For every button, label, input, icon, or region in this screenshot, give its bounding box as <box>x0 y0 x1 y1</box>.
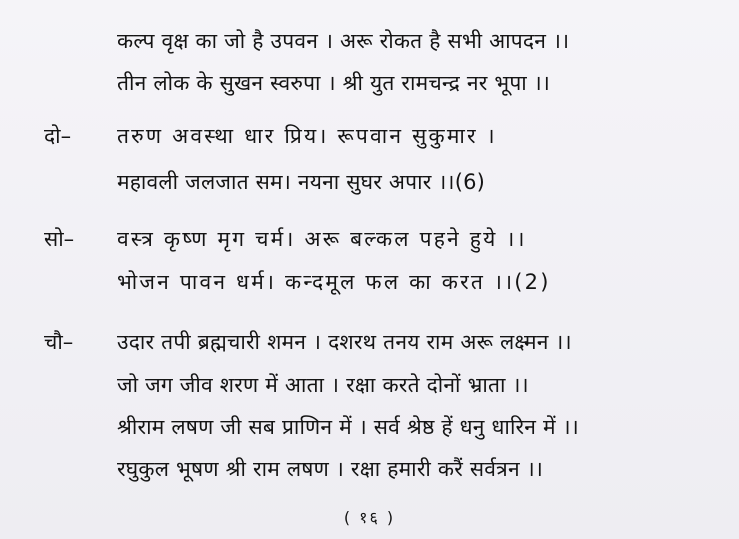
verse-line-2: तीन लोक के सुखन स्वरुपा । श्री युत रामचन्द्र नर भूपा ।। <box>117 71 551 95</box>
doha-marker: दो– <box>44 124 72 148</box>
page-number: ( १६ ) <box>343 508 396 527</box>
soratha-line-2: भोजन पावन धर्म। कन्दमूल फल का करत ।।(2) <box>117 270 551 294</box>
chaupai-line-1: उदार तपी ब्रह्मचारी शमन । दशरथ तनय राम अरू लक्ष्मन ।। <box>117 330 572 354</box>
chaupai-line-3: श्रीराम लषण जी सब प्राणिन में । सर्व श्रेष्ठ हें धनु धारिन में ।। <box>117 415 579 439</box>
verse-line-1: कल्प वृक्ष का जो है उपवन । अरू रोकत है सभी आपदन ।। <box>117 29 570 53</box>
doha-line-1: तरुण अवस्था धार प्रिय। रूपवान सुकुमार । <box>117 124 497 148</box>
soratha-marker: सो– <box>44 227 75 251</box>
chaupai-line-2: जो जग जीव शरण में आता । रक्षा करते दोनों भ्राता ।। <box>117 373 529 397</box>
chaupai-line-4: रघुकुल भूषण श्री राम लषण । रक्षा हमारी करैं सर्वत्रन ।। <box>117 457 544 481</box>
chaupai-marker: चौ– <box>44 330 74 354</box>
doha-line-2: महावली जलजात सम। नयना सुघर अपार ।।(6) <box>117 170 486 194</box>
soratha-line-1: वस्त्र कृष्ण मृग चर्म। अरू बल्कल पहने हुये ।। <box>117 227 527 251</box>
